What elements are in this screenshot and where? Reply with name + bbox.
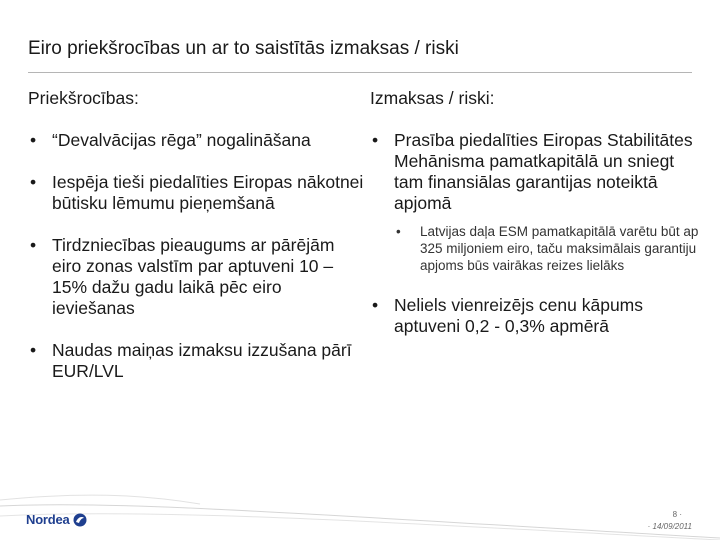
list-item-text: Neliels vienreizējs cenu kāpums aptuveni 0,2 - 0,3% apmērā xyxy=(394,295,643,336)
list-item-text: Naudas maiņas izmaksu izzušana pārī EUR/LVL xyxy=(52,340,352,381)
list-item-text: Prasība piedalīties Eiropas Stabilitātes Mehānisma pamatkapitālā un sniegt tam finansiālas garantijas noteiktā apjomā xyxy=(394,130,693,213)
slide-title: Eiro priekšrocības un ar to saistītās izmaksas / riski xyxy=(28,38,459,59)
bullet-icon: • xyxy=(396,224,401,239)
list-item-text: “Devalvācijas rēga” nogalināšana xyxy=(52,130,311,150)
list-item xyxy=(28,340,364,382)
list-item xyxy=(28,235,364,319)
list-item xyxy=(370,295,700,337)
bullet-icon: • xyxy=(30,172,37,192)
list-item xyxy=(28,130,364,151)
advantages-heading: Priekšrocības: xyxy=(28,88,139,108)
list-item xyxy=(370,130,700,274)
advantages-list xyxy=(28,130,364,382)
list-item xyxy=(28,172,364,214)
sub-list-item-text: Latvijas daļa ESM pamatkapitālā varētu būt ap 325 miljoniem eiro, taču maksimālais garantiju apjoms būs vairākas reizes lielāks xyxy=(420,224,699,273)
title-divider xyxy=(28,72,692,73)
list-item-text: Iespēja tieši piedalīties Eiropas nākotnei būtisku lēmumu pieņemšanā xyxy=(52,172,364,213)
list-item-text: Tirdzniecības pieaugums ar pārējām eiro zonas valstīm par aptuveni 10 – 15% dažu gadu laikā pēc eiro ieviešanas xyxy=(52,235,335,318)
bullet-icon: • xyxy=(372,295,379,315)
nordea-logo xyxy=(26,512,87,527)
costs-risks-column xyxy=(370,88,700,358)
bullet-icon: • xyxy=(30,130,37,150)
page-number: 8 · xyxy=(672,510,682,519)
logo-mark-icon xyxy=(73,513,87,527)
sub-list-item xyxy=(394,223,700,274)
logo-text: Nordea xyxy=(26,512,70,527)
costs-risks-list xyxy=(370,130,700,337)
bullet-icon: • xyxy=(30,235,37,255)
footer-swoosh xyxy=(0,470,720,540)
advantages-column xyxy=(28,88,364,403)
costs-risks-heading: Izmaksas / riski: xyxy=(370,88,495,108)
bullet-icon: • xyxy=(372,130,379,150)
slide-date: · 14/09/2011 xyxy=(647,522,692,531)
bullet-icon: • xyxy=(30,340,37,360)
sub-list xyxy=(394,223,700,274)
